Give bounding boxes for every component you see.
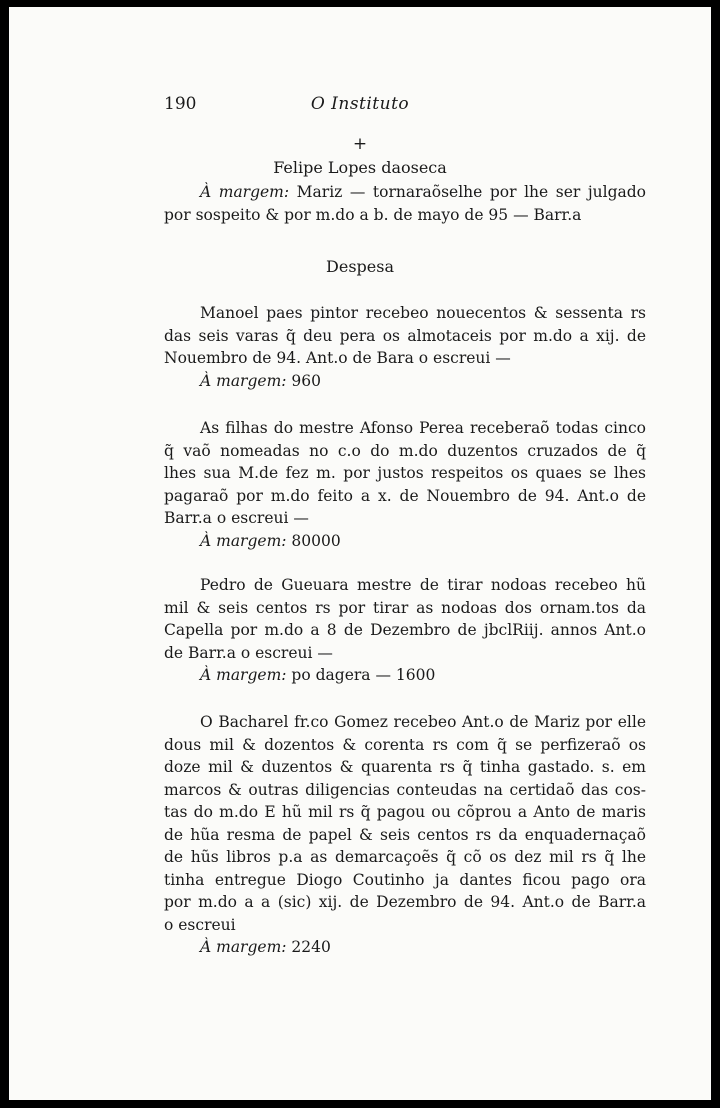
margin-label: À margem: [200, 666, 287, 684]
margin-value: po dagera — 1600 [291, 666, 436, 684]
text-line: q̃ vaõ nomeadas no c.o do m.do duzentos cruzados de q̃ [164, 441, 646, 460]
document-page [9, 7, 711, 1100]
page-header [9, 94, 711, 118]
signature: Felipe Lopes daoseca [273, 158, 447, 177]
text-line: Pedro de Gueuara mestre de tirar nodoas recebeo hũ [200, 576, 646, 594]
text-line: de Barr.a o escreui — [164, 643, 333, 662]
text-line: por m.do a a (sic) xij. de Dezembro de 94. Ant.o de Barr.a [164, 893, 646, 911]
text-line: de hũs libros p.a as demarcaçoẽs q̃ cõ os dez mil rs q̃ lhe [164, 848, 646, 866]
margin-note [164, 530, 646, 553]
entry [164, 417, 646, 552]
entry [164, 574, 646, 687]
margin-value: 2240 [291, 938, 331, 956]
text-line: marcos & outras diligencias conteudas na certidaõ das cos- [164, 780, 646, 799]
text-line: tas do m.do E hũ mil rs q̃ pagou ou cõprou a Anto de maris [164, 803, 646, 821]
text-line: de hũa resma de papel & seis centos rs da enquadernaçaõ [164, 825, 646, 844]
margin-note [164, 370, 646, 393]
text-line [164, 181, 646, 204]
text-line: tinha entregue Diogo Coutinho ja dantes ficou pago ora [164, 870, 646, 889]
opening-margin-note [164, 181, 646, 226]
text-line: doze mil & duzentos & quarenta rs q̃ tinha gastado. s. em [164, 758, 646, 776]
text-line: dous mil & dozentos & corenta rs com q̃ se perfizeraõ os [164, 735, 646, 754]
margin-label: À margem: [200, 183, 290, 201]
running-title: O Instituto [310, 94, 410, 114]
margin-note [164, 664, 646, 687]
text-line: O Bacharel fr.co Gomez recebeo Ant.o de Mariz por elle [200, 713, 646, 731]
text-line: pagaraõ por m.do feito a x. de Nouembro de 94. Ant.o de [164, 486, 646, 505]
text-line: Nouembro de 94. Ant.o de Bara o escreui — [164, 349, 511, 367]
text-line: mil & seis centos rs por tirar as nodoas dos ornam.tos da [164, 598, 646, 617]
text-line: Barr.a o escreui — [164, 509, 309, 527]
margin-label: À margem: [200, 531, 287, 550]
entry [164, 302, 646, 392]
entry [164, 711, 646, 959]
section-title: Despesa [326, 257, 394, 276]
margin-value: 960 [291, 371, 322, 390]
text-line: As filhas do mestre Afonso Perea receberaõ todas cinco [200, 419, 646, 437]
text-line: das seis varas q̃ deu pera os almotaceis por m.do a xij. de [164, 326, 646, 345]
text-line: o escreui [164, 915, 236, 934]
margin-label: À margem: [200, 371, 287, 390]
margin-text: Mariz — tornaraõselhe por lhe ser julgado [296, 183, 646, 201]
text-line: por sospeito & por m.do a b. de mayo de 95 — Barr.a [164, 205, 582, 224]
margin-note [164, 936, 646, 959]
text-line: lhes sua M.de fez m. por justos respeitos os quaes se lhes [164, 464, 646, 482]
text-line: Manoel paes pintor recebeo nouecentos & sessenta rs [200, 304, 646, 322]
page-number: 190 [164, 94, 197, 114]
margin-label: À margem: [200, 938, 287, 956]
cross-mark: + [352, 134, 368, 154]
margin-value: 80000 [291, 531, 341, 550]
text-line: Capella por m.do a 8 de Dezembro de jbclRiij. annos Ant.o [164, 621, 646, 639]
